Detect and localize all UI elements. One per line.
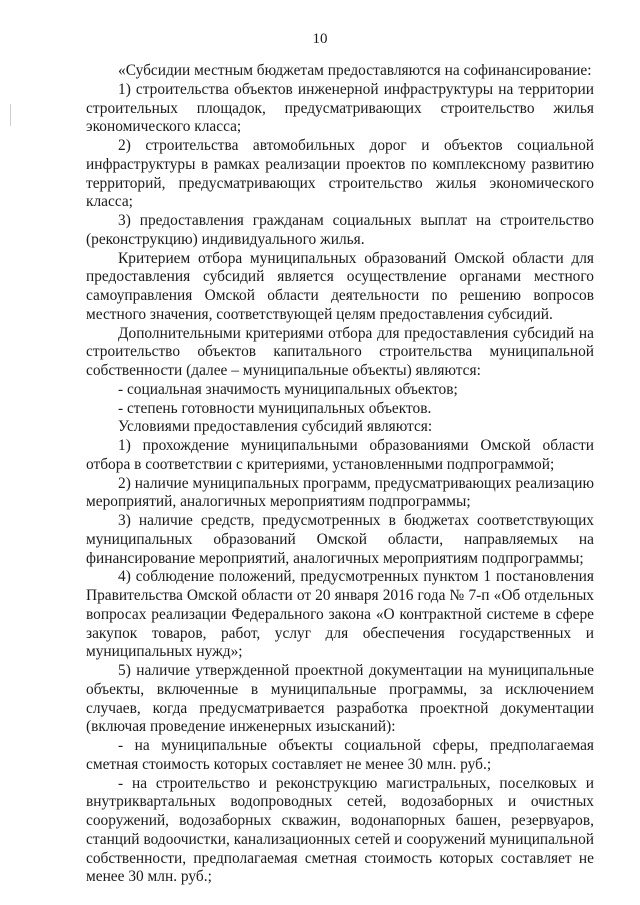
paragraph-criterion-significance: - социальная значимость муниципальных объектов; [118,380,458,398]
paragraph-item-1: 1) строительства объектов инженерной инфраструктуры на территории строительных площадок, предусматривающих строительство жилья экономического класса; [86,80,594,136]
paragraph-condition-4: 4) соблюдение положений, предусмотренных пунктом 1 постановления Правительства Омской области от 20 января 2016 года № 7-п «Об отдельных вопросах реализации Федерального закона «О контрактной системе в сфере закупок товаров, работ, услуг для обеспечения государственных и муниципальных нужд»; [86,568,594,661]
paragraph-condition-1: 1) прохождение муниципальными образованиями Омской области отбора в соответствии с критериями, установленными подпрограммой; [86,437,594,473]
scan-margin-mark [10,104,11,126]
paragraph-item-2: 2) строительства автомобильных дорог и объектов социальной инфраструктуры в рамках реализации проектов по комплексному развитию территорий, предусматривающих строительство жилья экономического класса; [86,137,594,211]
paragraph-criterion-readiness: - степень готовности муниципальных объектов. [118,399,432,417]
paragraph-item-3: 3) предоставления гражданам социальных выплат на строительство (реконструкцию) индивидуального жилья. [86,212,594,248]
body-text [86,62,594,887]
paragraph-additional-criteria: Дополнительными критериями отбора для предоставления субсидий на строительство объектов капитального строительства муниципальной собственности (далее – муниципальные объекты) являются: [86,324,594,379]
paragraph-condition-3: 3) наличие средств, предусмотренных в бюджетах соответствующих муниципальных образований Омской области, направляемых на финансирование мероприятий, аналогичных мероприятиям подпрограммы; [86,512,594,567]
paragraph-condition-2: 2) наличие муниципальных программ, предусматривающих реализацию мероприятий, аналогичных мероприятиям подпрограммы; [86,474,594,511]
paragraph-condition-5: 5) наличие утвержденной проектной документации на муниципальные объекты, включенные в муниципальные программы, за исключением случаев, когда предусматривается разработка проектной документации (включая проведение инженерных изысканий): [86,662,594,736]
page-number: 10 [312,31,328,47]
paragraph-conditions-heading: Условиями предоставления субсидий являются: [118,418,433,436]
paragraph-water-networks: - на строительство и реконструкцию магистральных, поселковых и внутриквартальных водопроводных сетей, водозаборных и очистных сооружений, водозаборных скважин, водонапорных башен, резервуаров, станций водоочистки, канализационных сетей и сооружений муниципальной собственности, предполагаемая сметная стоимость которых составляет не менее 30 млн. руб.; [86,774,594,886]
paragraph-social-objects: - на муниципальные объекты социальной сферы, предполагаемая сметная стоимость которых составляет не менее 30 млн. руб.; [86,737,594,773]
paragraph-selection-criterion: Критерием отбора муниципальных образований Омской области для предоставления субсидий является осуществление органами местного самоуправления Омской области деятельности по решению вопросов местного значения, соответствующей целям предоставления субсидий. [86,249,594,323]
paragraph-intro: «Субсидии местным бюджетам предоставляются на софинансирование: [118,62,592,79]
